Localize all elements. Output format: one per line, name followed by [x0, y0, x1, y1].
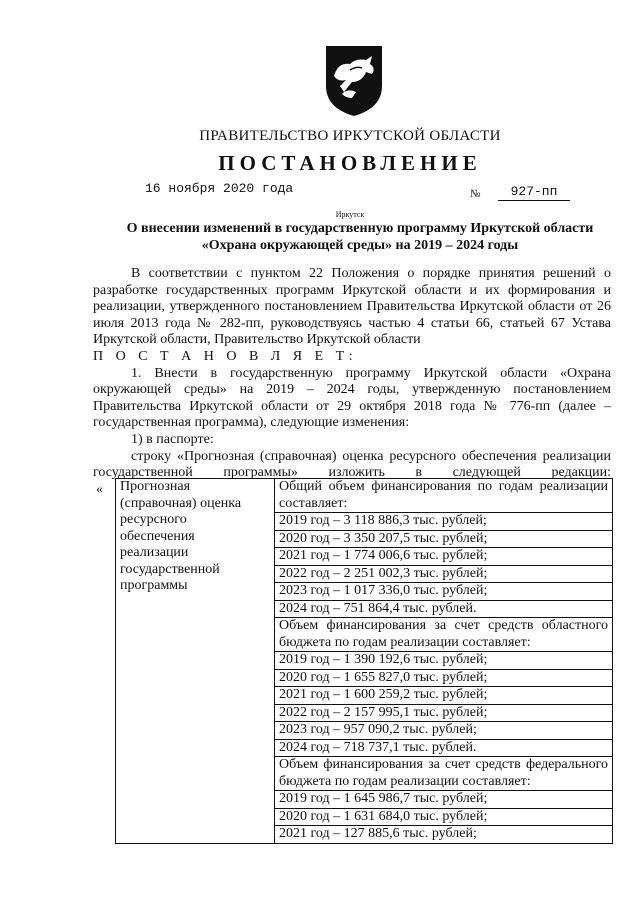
- row-intro-paragraph: строку «Прогнозная (справочная) оценка ресурсного обеспечения реализации государственной программы» изложить в следующей редакции:: [93, 448, 611, 481]
- list-item: 2021 год – 127 885,6 тыс. рублей;: [279, 826, 477, 841]
- document-type: ПОСТАНОВЛЕНИЕ: [218, 151, 482, 175]
- row-label-cell: [116, 479, 275, 844]
- regional-intro: Объем финансирования за счет средств областного бюджета по годам реализации составляет:: [275, 618, 612, 652]
- list-item: 2024 год – 718 737,1 тыс. рублей.: [275, 740, 612, 758]
- passport-table: [115, 478, 613, 844]
- list-item: 2023 год – 1 017 336,0 тыс. рублей;: [275, 583, 612, 601]
- list-item: 2021 год – 1 774 006,6 тыс. рублей;: [275, 548, 612, 566]
- list-item: 2024 год – 751 864,4 тыс. рублей.: [275, 601, 612, 619]
- coat-of-arms-icon: [322, 42, 386, 118]
- opening-quote: «: [96, 482, 103, 497]
- row-value-cell: [275, 479, 613, 844]
- resolve-heading: П О С Т А Н О В Л Я Е Т:: [93, 348, 358, 364]
- number-sign: №: [470, 188, 481, 200]
- sub-item-1: 1) в паспорте:: [131, 431, 214, 447]
- item-1-paragraph: 1. Внести в государственную программу Иркутской области «Охрана окружающей среды» на 2019 – 2024 годы, утвержденную постановлением Правительства Иркутской области от 29 октября 2018 года № 776-пп (далее – государственная программа), следующие изменения:: [93, 365, 611, 431]
- city-name: Иркутск: [335, 210, 365, 219]
- label-line: реализации: [120, 545, 189, 560]
- decree-subject: [100, 220, 620, 254]
- subject-line-2: «Охрана окружающей среды» на 2019 – 2024 годы: [201, 238, 519, 253]
- preamble-paragraph: В соответствии с пунктом 22 Положения о порядке принятия решений о разработке государственных программ Иркутской области и их формирования и реализации, утвержденного постановлением Правительства Иркутской области от 26 июля 2013 года № 282-пп, руководствуясь частью 4 статьи 66, статьей 67 Устава Иркутской области, Правительство Иркутской области: [93, 266, 611, 348]
- list-item: 2020 год – 1 631 684,0 тыс. рублей;: [275, 809, 612, 827]
- label-line: программы: [120, 578, 188, 593]
- list-item: 2021 год – 1 600 259,2 тыс. рублей;: [275, 687, 612, 705]
- table-row: [116, 479, 613, 844]
- total-intro: Общий объем финансирования по годам реализации составляет:: [275, 479, 612, 513]
- government-name: ПРАВИТЕЛЬСТВО ИРКУТСКОЙ ОБЛАСТИ: [199, 128, 501, 144]
- label-line: ресурсного: [120, 512, 187, 527]
- decree-body: [93, 266, 611, 482]
- list-item: 2023 год – 957 090,2 тыс. рублей;: [275, 722, 612, 740]
- federal-intro: Объем финансирования за счет средств федерального бюджета по годам реализации составляет:: [275, 757, 612, 791]
- list-item: 2019 год – 3 118 886,3 тыс. рублей;: [275, 513, 612, 531]
- label-line: государственной: [120, 561, 220, 577]
- list-item: 2019 год – 1 390 192,6 тыс. рублей;: [275, 652, 612, 670]
- label-line: обеспечения: [120, 528, 195, 544]
- list-item: 2020 год – 1 655 827,0 тыс. рублей;: [275, 670, 612, 688]
- subject-line-1: О внесении изменений в государственную программу Иркутской области: [126, 221, 594, 236]
- label-line: Прогнозная: [120, 479, 191, 494]
- list-item: 2022 год – 2 157 995,1 тыс. рублей;: [275, 705, 612, 723]
- label-line: (справочная) оценка: [120, 495, 242, 511]
- decree-number: 927-пп: [498, 184, 570, 201]
- decree-date: 16 ноября 2020 года: [145, 181, 294, 196]
- list-item: 2020 год – 3 350 207,5 тыс. рублей;: [275, 531, 612, 549]
- list-item: 2019 год – 1 645 986,7 тыс. рублей;: [275, 791, 612, 809]
- list-item: 2022 год – 2 251 002,3 тыс. рублей;: [275, 566, 612, 584]
